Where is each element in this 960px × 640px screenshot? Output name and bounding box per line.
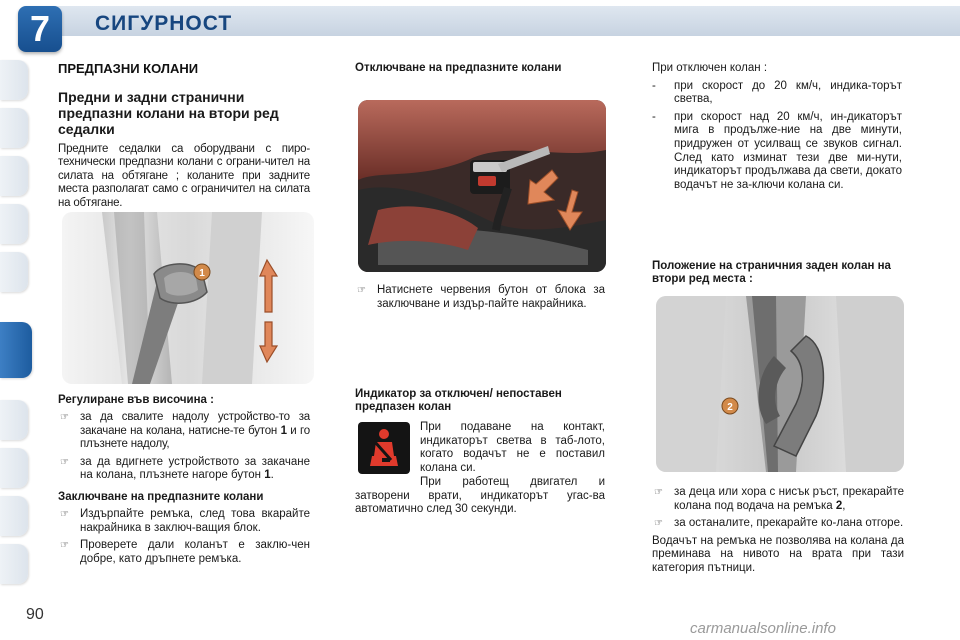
callout-2-label: 2 [727,402,733,413]
dash-marker: - [652,79,656,92]
column-3 [652,62,902,192]
lock-belt-bullet-2: ☞ Проверете дали коланът е заклю-чен добре, като дръпнете ремъка. [60,539,310,565]
page-number: 90 [26,606,44,623]
unlock-belt-bullet-1: ☞ Натиснете червения бутон от блока за заключване и издър-пайте накрайника. [357,284,605,310]
lock-belt-title: Заключване на предпазните колани [58,490,264,503]
column-2-lower [355,388,605,414]
indicator-title: Индикатор за отключен/ непоставен предпазен колан [355,388,562,413]
lock-belt-bullet-1: ☞ Издърпайте ремъка, след това вкарайте накрайника в заключ-ващия блок. [60,507,310,534]
watermark: carmanualsonline.info [690,620,836,637]
pointing-hand-icon: ☞ [60,456,69,468]
indicator-paragraph-2: При работещ двигател и затворени врати, индикаторът угас-ва автоматично след 30 секунди. [355,476,605,516]
pointing-hand-icon: ☞ [60,412,69,423]
height-adjust-bullet-2: ☞ за да вдигнете устройството за закачане на колана, плъзнете нагоре бутон 1. [60,455,310,482]
page-header [0,0,960,49]
height-adjust-title: Регулиране във височина : [58,394,214,406]
chapter-badge [18,6,62,52]
column-3-lower [652,486,904,576]
column-2-mid [355,284,605,311]
pointing-hand-icon: ☞ [654,487,663,498]
pointing-hand-icon: ☞ [654,518,663,530]
indicator-text-block [420,421,605,475]
chapter-side-tabs [0,60,36,580]
buckle-illustration [358,100,606,272]
dash-marker: - [652,110,656,123]
rear-belt-guide-photo [656,296,904,472]
chapter-number: 7 [29,8,51,49]
belt-adjuster-illustration [62,212,314,384]
side-tab-active[interactable] [0,322,32,378]
pointing-hand-icon: ☞ [357,285,366,296]
subsection-title: Предни и задни странични предпазни колани на втори ред седалки [58,88,279,137]
seatbelt-person-icon [358,422,410,474]
rear-belt-guide-illustration [656,296,904,472]
side-tab-1[interactable] [0,60,28,100]
chapter-title: СИГУРНОСТ [95,12,233,35]
pointing-hand-icon: ☞ [60,540,69,552]
rear-belt-bullet-1: ☞ за деца или хора с нисък ръст, прекарайте колана под водача на ремъка 2, [654,486,904,512]
callout-1-label: 1 [199,268,205,279]
side-tab-4[interactable] [0,204,28,244]
side-tab-10[interactable] [0,544,28,584]
belt-height-adjuster-photo [62,212,314,384]
column-3-mid [652,260,904,286]
side-tab-2[interactable] [0,108,28,148]
side-tab-3[interactable] [0,156,28,196]
indicator-paragraph-1: При подаване на контакт, индикаторът светва в таб-лото, когато водачът не е поставил колана си. [420,421,605,474]
height-adjust-bullet-1: ☞ за да свалите надолу устройство-то за закачане на колана, натисне-те бутон 1 и го плъзнете надолу, [60,411,310,451]
rear-belt-position-title: Положение на страничния заден колан на втори ред места : [652,260,891,285]
side-tab-9[interactable] [0,496,28,536]
column-2 [355,62,605,75]
column-1 [58,62,310,211]
pointing-hand-icon: ☞ [60,508,69,520]
side-tab-5[interactable] [0,252,28,292]
unbuckled-dash-1: - при скорост до 20 км/ч, индика-торът светва, [652,79,902,106]
belt-buckle-photo [358,100,606,272]
rear-belt-closing-paragraph: Водачът на ремъка не позволява на колана да преминава на нивото на врата при тази категория пътници. [652,534,904,574]
unlock-belt-title: Отключване на предпазните колани [355,62,562,74]
rear-belt-bullet-2: ☞ за останалите, прекарайте ко-лана отгоре. [654,517,904,530]
side-tab-7[interactable] [0,400,28,440]
seatbelt-warning-icon [358,422,410,474]
intro-paragraph: Предните седалки са оборудвани с пиро-технически предпазни колани с ограни-чител на силата на обтягане ; коланите при задните места разполагат само с ограничител на силата на обтягане. [58,142,310,209]
column-1-lower [58,394,310,566]
side-tab-8[interactable] [0,448,28,488]
unbuckled-dash-2: - при скорост над 20 км/ч, ин-дикаторът мига в продълже-ние на две минути, придружен от усилващ се звуков сигнал. След като изминат тези две ми-нути, индикаторът продължава да свети, докато водачът не за-ключи колана си. [652,110,902,191]
indicator-text-block-2 [355,476,605,517]
unbuckled-intro: При отключен колан : [652,62,768,74]
section-title: ПРЕДПАЗНИ КОЛАНИ [58,61,199,76]
